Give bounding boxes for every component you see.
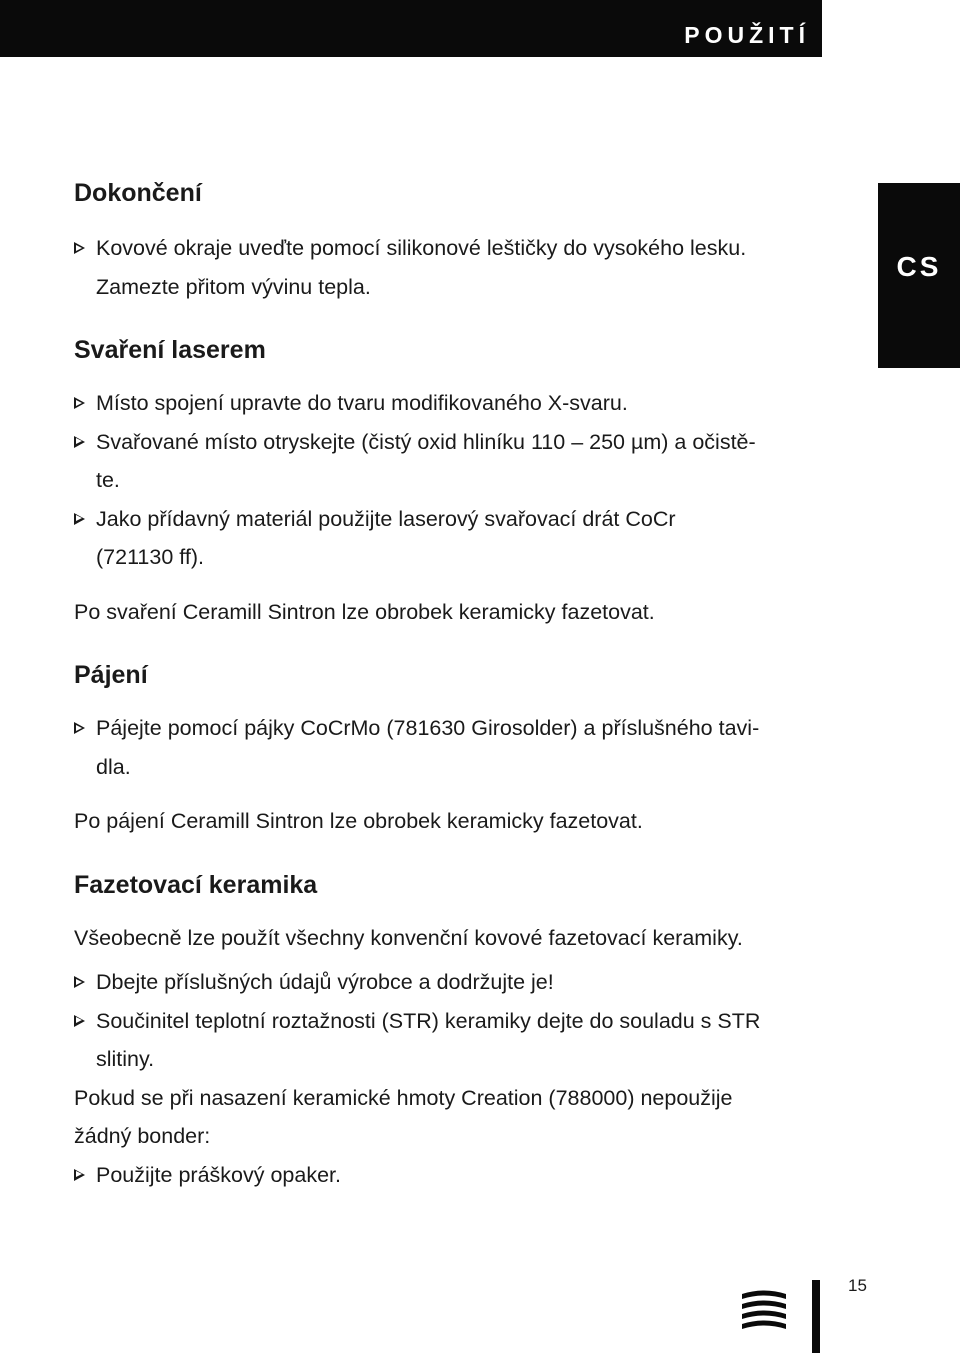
triangle-bullet-icon [74, 397, 85, 409]
bullet-item: Pájejte pomocí pájky CoCrMo (781630 Girosolder) a příslušného tavi- [74, 709, 834, 748]
page-number: 15 [848, 1276, 867, 1295]
language-tab [878, 183, 960, 368]
paragraph: žádný bonder: [74, 1124, 211, 1148]
triangle-bullet-icon [74, 242, 85, 254]
bullet-item: Místo spojení upravte do tvaru modifikovaného X-svaru. [74, 384, 834, 423]
header-bar [0, 0, 822, 57]
bullet-item: Použijte práškový opaker. [74, 1156, 834, 1195]
heading-svareni: Svaření laserem [74, 336, 266, 364]
bullet-item: Svařované místo otryskejte (čistý oxid hliníku 110 – 250 µm) a očistě- [74, 423, 834, 462]
text-line: (721130 ff). [96, 545, 204, 569]
heading-pajeni: Pájení [74, 661, 148, 689]
paragraph: Pokud se při nasazení keramické hmoty Creation (788000) nepoužije [74, 1085, 733, 1110]
triangle-bullet-icon [74, 1015, 85, 1027]
heading-fazetovaci: Fazetovací keramika [74, 870, 318, 899]
bullet-item: Kovové okraje uveďte pomocí silikonové leštičky do vysokého lesku. [74, 229, 834, 268]
section-title: POUŽITÍ [684, 22, 810, 48]
text-line: Zamezte přitom vývinu tepla. [96, 274, 371, 299]
bullet-item: Součinitel teplotní roztažnosti (STR) keramiky dejte do souladu s STR [74, 1002, 834, 1041]
triangle-bullet-icon [74, 1169, 85, 1181]
text-line: te. [96, 468, 120, 492]
triangle-bullet-icon [74, 436, 85, 448]
heading-dokonceni: Dokončení [74, 179, 202, 207]
bullet-item: Jako přídavný materiál použijte laserový svařovací drát CoCr [74, 500, 834, 539]
page-content [74, 175, 834, 1194]
footer-divider [812, 1280, 820, 1353]
language-label: CS [896, 251, 942, 282]
bullet-item: Dbejte příslušných údajů výrobce a dodržujte je! [74, 963, 834, 1002]
triangle-bullet-icon [74, 513, 85, 525]
brand-logo-icon [740, 1286, 788, 1334]
text-line: slitiny. [96, 1047, 155, 1071]
triangle-bullet-icon [74, 722, 85, 734]
paragraph: Po pájení Ceramill Sintron lze obrobek keramicky fazetovat. [74, 809, 643, 833]
text-line: dla. [96, 754, 131, 779]
paragraph: Po svaření Ceramill Sintron lze obrobek keramicky fazetovat. [74, 599, 655, 624]
paragraph: Všeobecně lze použít všechny konvenční kovové fazetovací keramiky. [74, 925, 743, 950]
triangle-bullet-icon [74, 976, 85, 988]
